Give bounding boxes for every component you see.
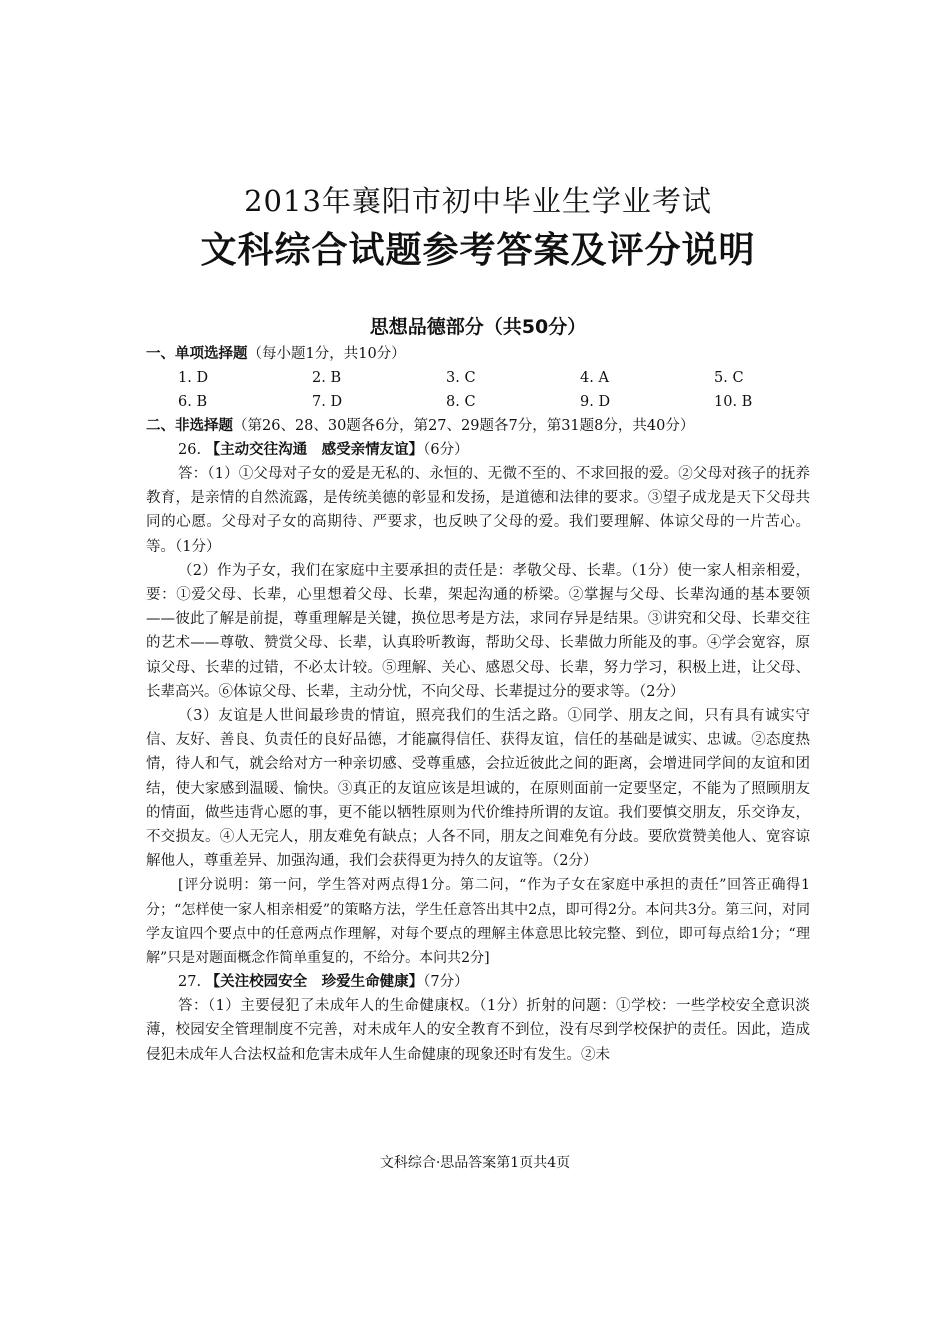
- answer-item: 10. B: [714, 394, 753, 410]
- answer-item: 8. C: [446, 394, 476, 410]
- answer-grid: [178, 366, 810, 414]
- question-number: 26.: [178, 442, 202, 458]
- section1-note: （每小题1分，共10分）: [247, 346, 406, 362]
- document-page: [146, 180, 810, 1067]
- question-27-heading: [178, 970, 810, 994]
- answer-item: 5. C: [714, 370, 744, 386]
- question-topic: 【关注校园安全 珍爱生命健康】: [205, 974, 424, 991]
- answer-paragraph: 答：（1）①父母对子女的爱是无私的、永恒的、无微不至的、不求回报的爱。②父母对孩子的抚养教育，是亲情的自然流露，是传统美德的彰显和发扬，是道德和法律的要求。③望子成龙是天下父母共同的心愿。父母对子女的高期待、严要求，也反映了父母的爱。我们要理解、体谅父母的一片苦心。等。（1分）: [146, 466, 810, 555]
- answer-paragraph: （2）作为子女，我们在家庭中主要承担的责任是：孝敬父母、长辈。（1分）使一家人相亲相爱，要：①爱父母、长辈，心里想着父母、长辈，架起沟通的桥梁。②掌握与父母、长辈沟通的基本要领——彼此了解是前提，尊重理解是关键，换位思考是方法，求同存异是结果。③讲究和父母、长辈交往的艺术——尊敬、赞赏父母、长辈，认真聆听教诲，帮助父母、长辈做力所能及的事。④学会宽容，原谅父母、长辈的过错，不必太计较。⑤理解、关心、感恩父母、长辈，努力学习，积极上进，让父母、长辈高兴。⑥体谅父母、长辈，主动分忧，不向父母、长辈提过分的要求等。（2分）: [146, 562, 810, 700]
- question-points: （6分）: [423, 442, 469, 458]
- section-subtitle: 思想品德部分（共50分）: [369, 316, 587, 338]
- question-points: （7分）: [423, 974, 469, 991]
- section2-heading: [146, 414, 810, 438]
- section2-note: （第26、28、30题各6分，第27、29题各7分，第31题8分，共40分）: [233, 418, 695, 434]
- grading-note: [评分说明：第一问，学生答对两点得1分。第二问，“作为子女在家庭中承担的责任”回答正确得1分；“怎样使一家人相亲相爱”的策略方法，学生任意答出其中2点，即可得2分。本问共3分。第三问，对同学友谊四个要点中的任意两点作理解，对每个要点的理解主体意思比较完整、到位，即可每点给1分；“理解”只是对题面概念作简单重复的，不给分。本问共2分]: [146, 877, 810, 967]
- main-title: 文科综合试题参考答案及评分说明: [200, 230, 756, 271]
- answer-item: 1. D: [178, 370, 209, 386]
- section1-title: 一、单项选择题: [146, 346, 248, 362]
- section1-heading: [146, 342, 810, 366]
- answer-item: 6. B: [178, 394, 208, 410]
- answer-item: 2. B: [312, 370, 342, 386]
- question-26-heading: [178, 438, 810, 462]
- answer-item: 7. D: [312, 394, 343, 410]
- question-number: 27.: [178, 974, 202, 991]
- answer-paragraph: 答：（1）主要侵犯了未成年人的生命健康权。（1分）折射的问题：①学校：一些学校安全意识淡薄，校园安全管理制度不完善，对未成年人的安全教育不到位，没有尽到学校保护的责任。因此，造成侵犯未成年人合法权益和危害未成年人生命健康的现象还时有发生。②未: [146, 998, 810, 1063]
- page-footer: 文科综合·思品答案第1页共4页: [379, 1155, 571, 1171]
- answer-item: 9. D: [580, 394, 611, 410]
- section2-title: 二、非选择题: [146, 418, 233, 434]
- answer-item: 4. A: [580, 370, 609, 386]
- exam-title: 2013年襄阳市初中毕业生学业考试: [244, 184, 712, 218]
- answer-paragraph: （3）友谊是人世间最珍贵的情谊，照亮我们的生活之路。①同学、朋友之间，只有具有诚实守信、友好、善良、负责任的良好品德，才能赢得信任、获得友谊，信任的基础是诚实、忠诚。②态度热情，待人和气，就会给对方一种亲切感、受尊重感，会拉近彼此之间的距离，会增进同学间的友谊和团结，使大家感到温暖、愉快。③真正的友谊应该是坦诚的，在原则面前一定要坚定，不能为了照顾朋友的情面，做些违背心愿的事，更不能以牺牲原则为代价维持所谓的友谊。我们要慎交朋友，乐交诤友，不交损友。④人无完人，朋友难免有缺点；人各不同，朋友之间难免有分歧。要欣赏赞美他人、宽容谅解他人，尊重差异、加强沟通，我们会获得更为持久的友谊等。（2分）: [146, 708, 810, 870]
- question-topic: 【主动交往沟通 感受亲情友谊】: [205, 442, 424, 458]
- answer-item: 3. C: [446, 370, 476, 386]
